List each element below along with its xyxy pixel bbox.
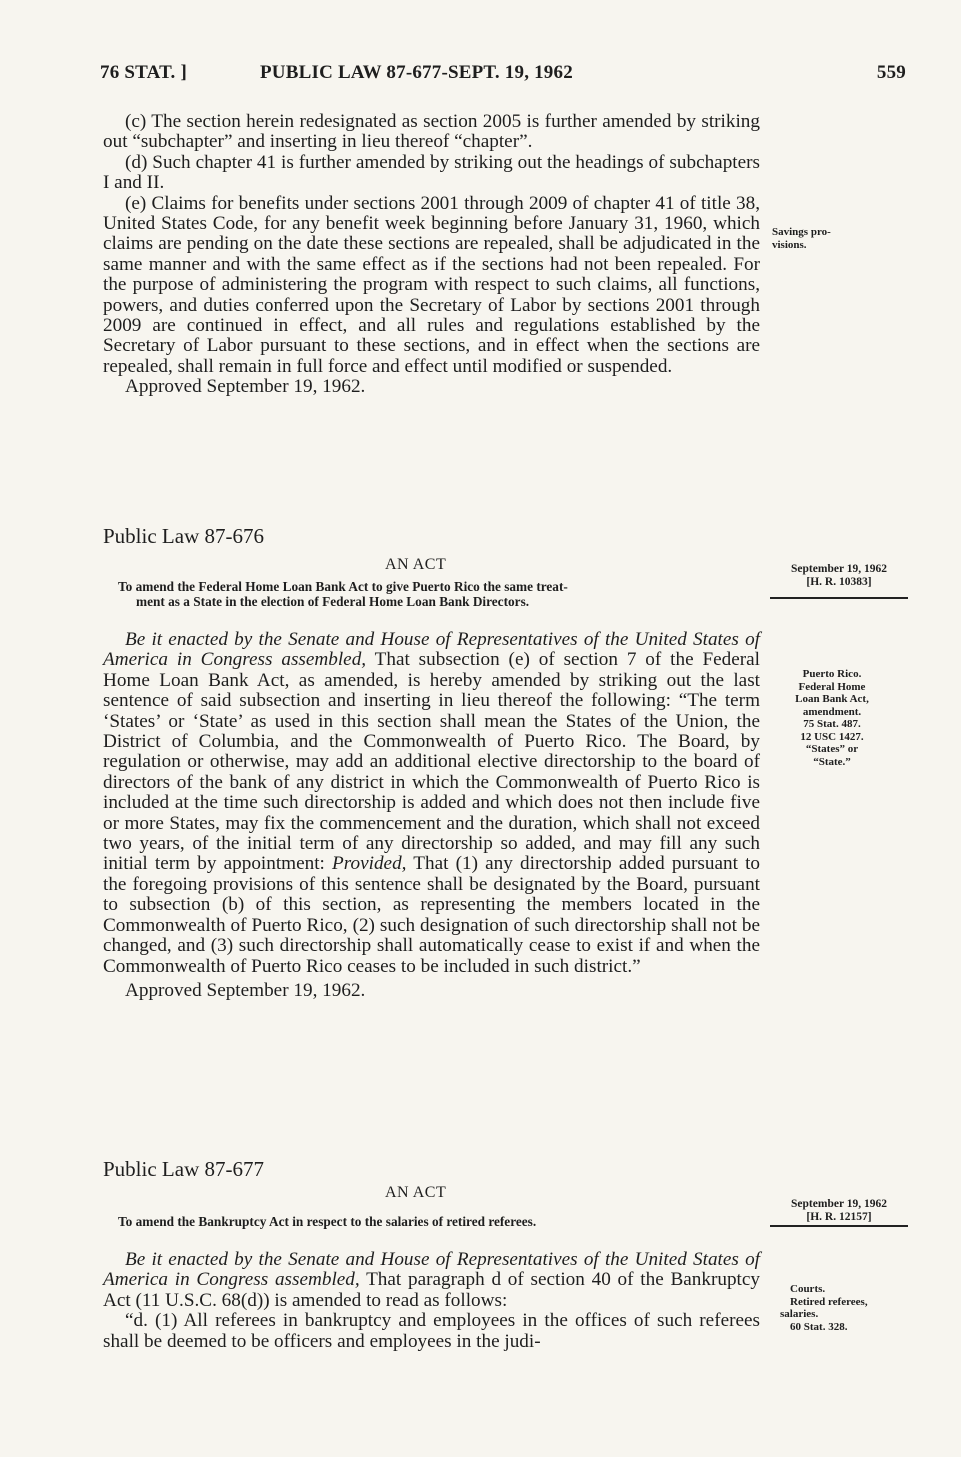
- enacting-clause: Be it enacted by the Senate and House of Representatives of the United States of America in Congress assembled,: [103, 1249, 760, 1291]
- purpose-line: ment as a State in the election of Federal Home Loan Bank Directors.: [136, 594, 530, 609]
- margin-note-line: 12 USC 1427.: [800, 730, 864, 743]
- running-header: [100, 62, 906, 92]
- margin-note-line: Courts.: [790, 1283, 826, 1295]
- law-677-date: September 19, 1962: [791, 1198, 887, 1210]
- law-676-text: [103, 630, 760, 977]
- margin-note-line: “States” or: [805, 743, 859, 755]
- law-677-an-act: AN ACT: [385, 1184, 447, 1201]
- law-677-reference: [766, 1198, 912, 1224]
- law-676-bill-number: [H. R. 10383]: [806, 576, 872, 588]
- law-677-bill-number: [H. R. 12157]: [806, 1211, 872, 1223]
- law-677-purpose: To amend the Bankruptcy Act in respect to the salaries of retired referees.: [118, 1214, 537, 1229]
- margin-note-line: Loan Bank Act,: [795, 693, 869, 705]
- volume-label: 76 STAT. ]: [100, 62, 187, 83]
- margin-note-line: Federal Home: [798, 680, 866, 693]
- page-number: 559: [876, 62, 906, 83]
- enacting-clause: Be it enacted by the Senate and House of Representatives of the United States of America in Congress assembled,: [103, 629, 760, 671]
- margin-note-line: 60 Stat. 328.: [790, 1320, 848, 1333]
- law-676-body: [103, 630, 760, 1001]
- margin-note-line: amendment.: [802, 705, 862, 718]
- law-677-paragraph-d1: “d. (1) All referees in bankruptcy and employees in the offices of such referees shall be deemed to be officers and employees in the judi-: [103, 1310, 760, 1352]
- law-676-text-part2: That (1) any directorship added pursuant to the foregoing provisions of this sentence shall be designated by the Board, pursuant to subsection (b) of this section, as representing the members located in the Commonwealth of Puerto Rico, (2) such designation of such directorship shall not be changed, and (3) such directorship shall automatically cease to exist if and when the Commonwealth of Puerto Rico ceases to be included in such district.”: [103, 853, 760, 977]
- law-677-title: Public Law 87-677: [103, 1157, 264, 1181]
- continued-section: [103, 112, 760, 398]
- law-677-text: [103, 1250, 760, 1311]
- margin-note-line: salaries.: [780, 1308, 819, 1320]
- law-677-body: [103, 1250, 760, 1352]
- margin-note-line: visions.: [772, 238, 807, 251]
- margin-note-line: Savings pro-: [772, 226, 831, 238]
- law-676-date: September 19, 1962: [791, 563, 887, 575]
- margin-note-line: Retired referees,: [790, 1295, 868, 1308]
- reference-underline: [770, 1225, 908, 1227]
- approved-line: Approved September 19, 1962.: [125, 376, 366, 398]
- margin-note-line: Puerto Rico.: [802, 668, 862, 680]
- margin-note-puerto-rico: [772, 668, 922, 768]
- law-676-text-part1: That subsection (e) of section 7 of the Federal Home Loan Bank Act, as amended, is hereby amended by striking out the last sentence of said subsection and inserting in lieu thereof the following: “The term ‘States’ or ‘State’ as used in this section shall mean the States of the Union, the District of Columbia, and the Commonwealth of Puerto Rico. The Board, by regulation or otherwise, may add an additional elective directorship to the board of directors of the bank of any district in which the Commonwealth of Puerto Rico is included at the time such directorship is added and which does not then include five or more States, may fix the commencement and the duration, which shall not exceed two years, of the initial term of any directorship so added, and may fill any such initial term by appointment:: [103, 649, 761, 875]
- paragraph-d: (d) Such chapter 41 is further amended by striking out the headings of subchapters I and II.: [103, 151, 760, 194]
- paragraph-e: (e) Claims for benefits under sections 2001 through 2009 of chapter 41 of title 38, United States Code, for any benefit week beginning before January 31, 1960, which claims are pending on the date these sections are repealed, shall be adjudicated in the same manner and with the same effect as if the sections had not been repealed. For the purpose of administering the program with respect to such claims, all functions, powers, and duties conferred upon the Secretary of Labor by sections 2001 through 2009 are continued in effect, and all rules and regulations established by the Secretary of Labor pursuant to these sections, and in effect when the sections are repealed, shall remain in full force and effect until modified or suspended.: [103, 192, 760, 377]
- margin-note-courts: [772, 1283, 922, 1333]
- paragraph-c: (c) The section herein redesignated as section 2005 is further amended by striking out “subchapter” and inserting in lieu thereof “chapter”.: [103, 111, 760, 153]
- header-title: PUBLIC LAW 87-677-SEPT. 19, 1962: [260, 62, 573, 83]
- law-676-title: Public Law 87-676: [103, 524, 264, 548]
- margin-note-line: “State.”: [813, 755, 851, 768]
- approved-line: Approved September 19, 1962.: [125, 979, 366, 1001]
- law-676-reference: [766, 563, 912, 589]
- purpose-line: To amend the Federal Home Loan Bank Act to give Puerto Rico the same treat-: [118, 579, 568, 594]
- law-676-purpose: [118, 579, 758, 609]
- law-676-an-act: AN ACT: [385, 556, 447, 573]
- margin-note-line: 75 Stat. 487.: [803, 718, 861, 730]
- margin-note-savings: [772, 226, 922, 251]
- law-677-text-part1: That paragraph d of section 40 of the Bankruptcy Act (11 U.S.C. 68(d)) is amended to read as follows:: [103, 1269, 760, 1311]
- reference-underline: [770, 597, 908, 599]
- proviso-word: Provided,: [332, 853, 407, 875]
